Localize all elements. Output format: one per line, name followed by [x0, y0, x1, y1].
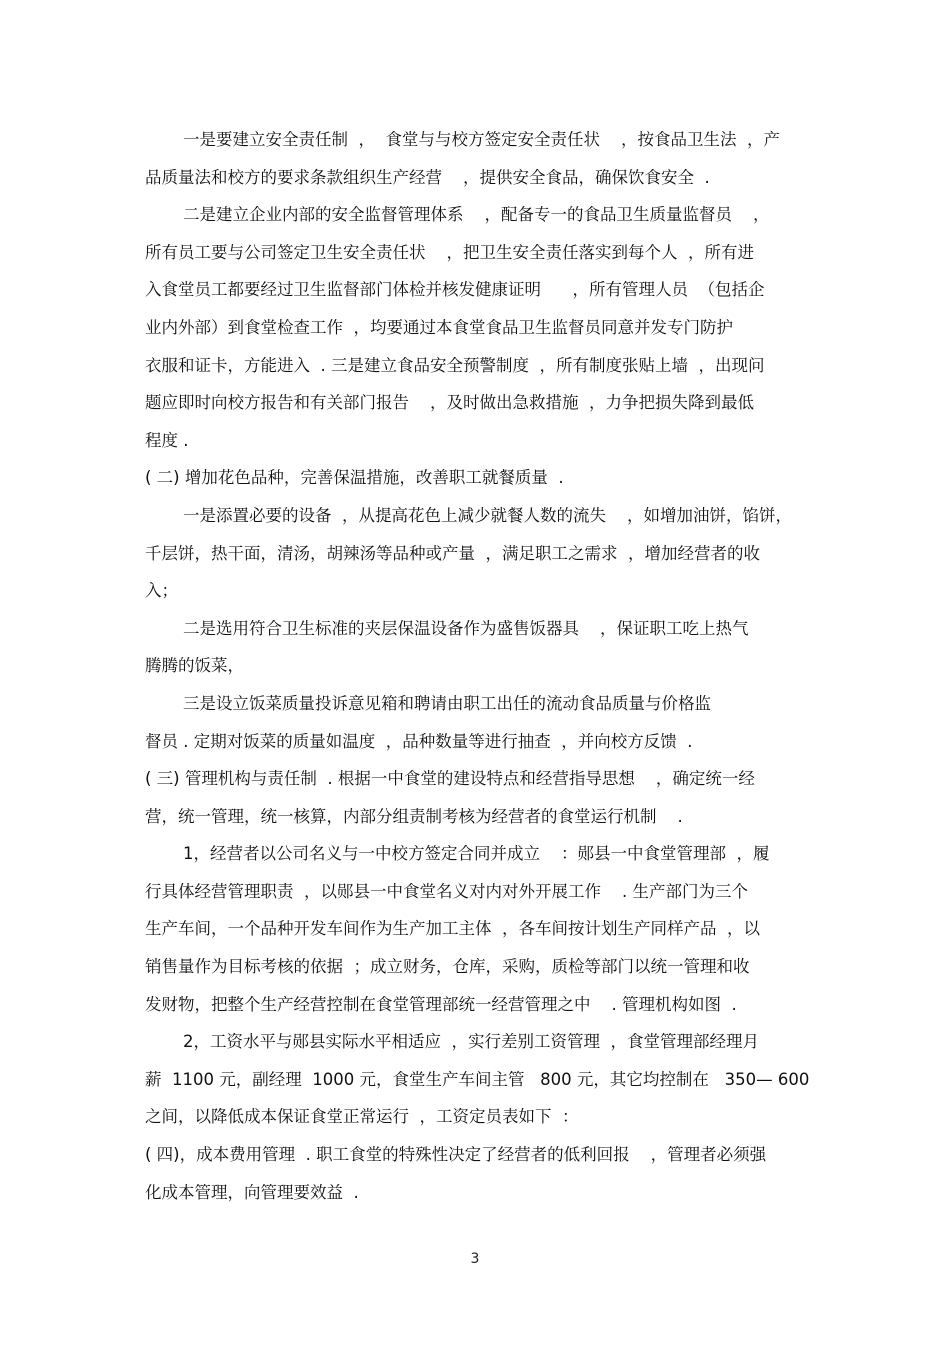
- text-line: 二是建立企业内部的安全监督管理体系 ，配备专一的食品卫生质量监督员 ，: [183, 205, 770, 225]
- text-line: 一是要建立安全责任制 ， 食堂与与校方签定安全责任状 ，按食品卫生法 ，产: [183, 130, 780, 149]
- text-line: 2，工资水平与郧县实际水平相适应 ，实行差别工资管理 ，食堂管理部经理月: [183, 1032, 759, 1052]
- text-line: 发财物，把整个生产经营控制在食堂管理部统一经营管理之中 . 管理机构如图 .: [145, 994, 737, 1014]
- text-line: ( 二) 增加花色品种，完善保温措施，改善职工就餐质量 .: [145, 468, 564, 488]
- text-line: 二是选用符合卫生标准的夹层保温设备作为盛售饭器具 ，保证职工吃上热气: [183, 618, 749, 638]
- text-line: 千层饼，热干面，清汤，胡辣汤等品种或产量 ，满足职工之需求 ，增加经营者的收: [145, 543, 760, 563]
- text-line: 程度 .: [145, 430, 189, 450]
- text-line: 行具体经营管理职责 ，以郧县一中食堂名义对内对外开展工作 . 生产部门为三个: [145, 881, 748, 901]
- text-line: ( 三) 管理机构与责任制 . 根据一中食堂的建设特点和经营指导思想 ，确定统一经: [145, 769, 755, 789]
- text-line: 薪 1100 元，副经理 1000 元，食堂生产车间主管 800 元，其它均控制在 350— 600: [145, 1069, 810, 1089]
- text-line: 题应即时向校方报告和有关部门报告 ，及时做出急救措施 ，力争把损失降到最低: [145, 393, 754, 413]
- text-line: 化成本管理，向管理要效益 .: [145, 1182, 359, 1202]
- text-line: 入；: [145, 581, 178, 601]
- text-line: 销售量作为目标考核的依据 ；成立财务，仓库，采购，质检等部门以统一管理和收: [145, 957, 750, 977]
- body-text: [145, 121, 815, 1211]
- text-line: 腾腾的饭菜，: [145, 656, 244, 676]
- page-number: 3: [470, 1251, 480, 1267]
- text-line: 之间，以降低成本保证食堂正常运行 ，工资定员表如下 ：: [145, 1107, 579, 1127]
- text-line: 所有员工要与公司签定卫生安全责任状 ，把卫生安全责任落实到每个人 ，所有进: [145, 242, 754, 262]
- text-line: 生产车间，一个品种开发车间作为生产加工主体 ，各车间按计划生产同样产品 ，以: [145, 919, 760, 939]
- text-line: 一是添置必要的设备 ，从提高花色上减少就餐人数的流失 ，如增加油饼，馅饼，: [183, 505, 792, 525]
- text-line: 业内外部）到食堂检查工作 ，均要通过本食堂食品卫生监督员同意并发专门防护: [145, 317, 733, 337]
- text-line: 督员 . 定期对饭菜的质量如温度 ，品种数量等进行抽查 ，并向校方反馈 .: [145, 731, 693, 751]
- text-line: 入食堂员工都要经过卫生监督部门体检并核发健康证明 ，所有管理人员 （包括企: [145, 280, 765, 300]
- text-line: 衣服和证卡，方能进入 . 三是建立食品安全预警制度 ，所有制度张贴上墙 ，出现问: [145, 355, 765, 375]
- text-line: 1，经营者以公司名义与一中校方签定合同并成立 ：郧县一中食堂管理部 ，履: [183, 844, 770, 864]
- text-line: 营，统一管理，统一核算，内部分组责制考核为经营者的食堂运行机制 .: [145, 806, 683, 826]
- text-line: 三是设立饭菜质量投诉意见箱和聘请由职工出任的流动食品质量与价格监: [183, 693, 711, 713]
- text-line: ( 四)，成本费用管理 . 职工食堂的特殊性决定了经营者的低利回报 ，管理者必须强: [145, 1145, 767, 1165]
- text-line: 品质量法和校方的要求条款组织生产经营 ，提供安全食品，确保饮食安全 .: [145, 167, 710, 187]
